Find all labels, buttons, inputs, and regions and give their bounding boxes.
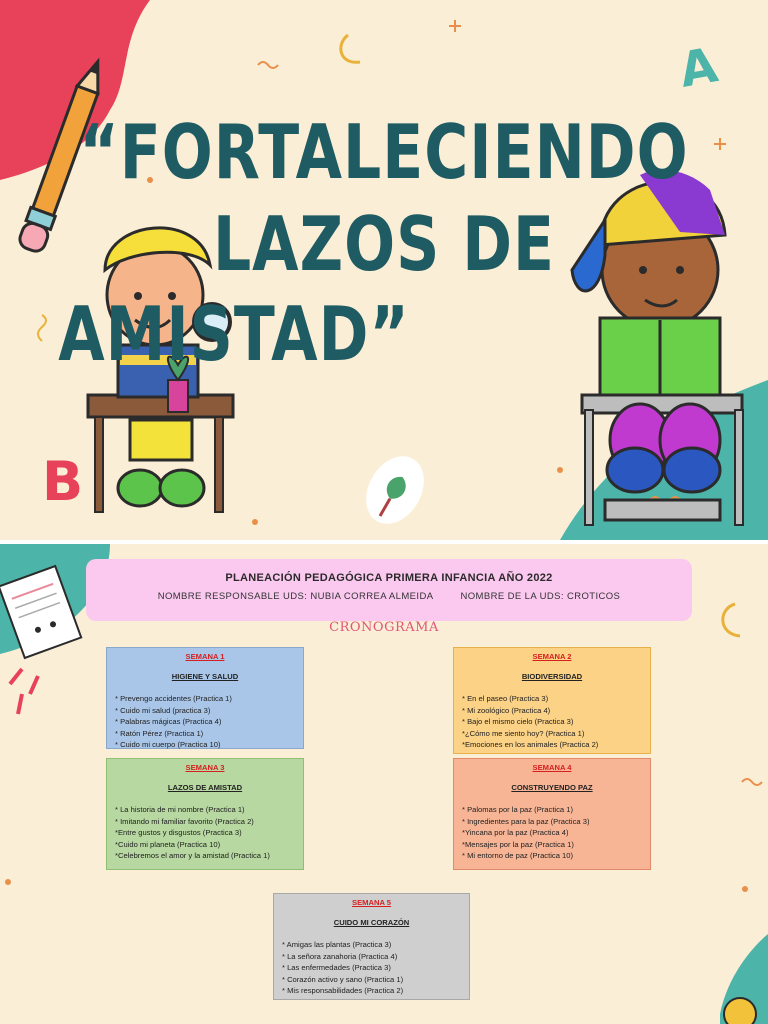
list-item: * Imitando mi familiar favorito (Practica 2) [115,816,254,826]
cover-title-line-2: LAZOS DE [212,201,556,289]
list-item: * Ratón Pérez (Practica 1) [115,728,204,738]
list-item: * Palabras mágicas (Practica 4) [115,717,222,726]
list-item: * Prevengo accidentes (Practica 1) [115,694,232,703]
list-item: * Cuido mi cuerpo (Practica 10) [115,740,221,749]
week-title: HIGIENE Y SALUD [171,672,239,681]
week-card-4 [453,758,651,870]
uds-name: NOMBRE DE LA UDS: CROTICOS [460,591,621,602]
list-item: *Celebremos el amor y la amistad (Practica 1) [115,851,270,860]
week-title: CUIDO MI CORAZÓN [333,918,410,927]
list-item: * Palomas por la paz (Practica 1) [462,805,573,814]
planning-header-title: PLANEACIÓN PEDAGÓGICA PRIMERA INFANCIA AÑO 2022 [225,572,553,584]
list-item: *¿Cómo me siento hoy? (Practica 1) [462,728,585,738]
letter-a-decoration: A [675,37,722,99]
list-item: * Ingredientes para la paz (Practica 3) [462,816,590,826]
list-item: * Las enfermedades (Practica 3) [282,963,391,972]
week-title: CONSTRUYENDO PAZ [511,783,593,792]
week-label: SEMANA 2 [532,652,572,661]
list-item: * En el paseo (Practica 3) [462,694,549,703]
week-card-2 [453,647,651,754]
week-label: SEMANA 5 [352,898,391,907]
list-item: * La señora zanahoria (Practica 4) [282,951,398,961]
letter-b-decoration: B [42,450,84,513]
week-title: BIODIVERSIDAD [521,672,583,681]
list-item: *Yincana por la paz (Practica 4) [462,828,569,837]
list-item: * Mis responsabilidades (Practica 2) [282,986,404,995]
week-label: SEMANA 3 [185,763,225,772]
planning-header-box [86,559,692,621]
responsable-name: NOMBRE RESPONSABLE UDS: NUBIA CORREA ALMEIDA [157,591,434,602]
week-title: LAZOS DE AMISTAD [167,783,243,792]
week-card-1 [106,647,304,749]
list-item: * Cuido mi salud (practica 3) [115,705,211,715]
letter-c-decoration [335,18,359,58]
list-item: * Amigas las plantas (Practica 3) [282,940,392,949]
list-item: *Mensajes por la paz (Practica 1) [462,839,574,849]
cover-title-line-1: “FORTALECIENDO [79,109,689,197]
list-item: * Corazón activo y sano (Practica 1) [282,974,404,984]
list-item: * La historia de mi nombre (Practica 1) [115,805,245,814]
cover-title-line-3: AMISTAD” [58,291,410,379]
list-item: *Emociones en los animales (Practica 2) [462,740,599,749]
list-item: *Entre gustos y disgustos (Practica 3) [115,828,242,837]
list-item: * Bajo el mismo cielo (Practica 3) [462,717,574,726]
list-item: * Mi zoológico (Practica 4) [462,705,551,715]
planning-slide [0,544,768,1024]
week-card-5 [273,893,470,1000]
week-card-3 [106,758,304,870]
week-label: SEMANA 4 [532,763,572,772]
list-item: * Mi entorno de paz (Practica 10) [462,851,574,860]
week-label: SEMANA 1 [185,652,225,661]
list-item: *Cuido mi planeta (Practica 10) [115,839,221,849]
cronograma-heading: CRONOGRAMA [329,620,439,635]
